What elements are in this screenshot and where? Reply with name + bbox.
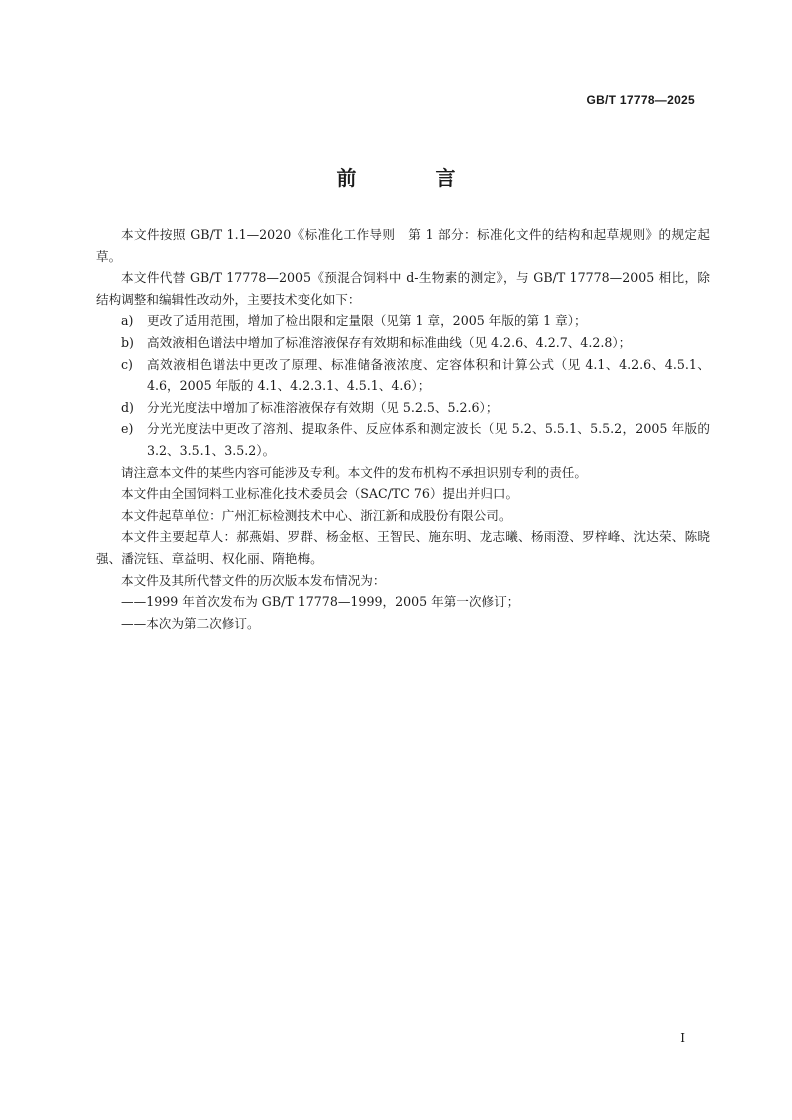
list-marker: a)	[121, 313, 134, 329]
history-item: ——1999 年首次发布为 GB/T 17778—1999，2005 年第一次修订；	[121, 594, 520, 610]
list-marker: d)	[121, 399, 134, 415]
change-text: 分光光度法中更改了溶剂、提取条件、反应体系和测定波长（见 5.2、5.5.1、5.5.2，2005 年版的 3.2、3.5.1、3.5.2）。	[147, 421, 710, 458]
paragraph-committee: 本文件由全国饲料工业标准化技术委员会（SAC/TC 76）提出并归口。	[121, 486, 519, 502]
page-number: I	[680, 1031, 685, 1045]
list-marker: e)	[121, 421, 134, 437]
change-item-e	[96, 418, 710, 461]
change-item-a	[96, 310, 710, 332]
list-marker: c)	[121, 356, 133, 372]
paragraph-drafters: 本文件主要起草人：郝燕娟、罗群、杨金枢、王智民、施东明、龙志曦、杨雨澄、罗梓峰、沈达荣、陈晓强、潘浣钰、章益明、权化丽、隋艳梅。	[96, 529, 710, 566]
change-item-b	[96, 332, 710, 354]
paragraph-drafting-units: 本文件起草单位：广州汇标检测技术中心、浙江新和成股份有限公司。	[121, 507, 512, 523]
change-item-c	[96, 354, 710, 397]
change-text: 分光光度法中增加了标准溶液保存有效期（见 5.2.5、5.2.6）；	[147, 399, 499, 415]
paragraph-history-intro: 本文件及其所代替文件的历次版本发布情况为：	[121, 572, 386, 588]
list-marker: b)	[121, 334, 134, 350]
change-item-d	[96, 397, 710, 419]
page-title: 前 言	[336, 166, 492, 190]
paragraph-replacement: 本文件代替 GB/T 17778—2005《预混合饲料中 d-生物素的测定》，与 GB/T 17778—2005 相比，除结构调整和编辑性改动外，主要技术变化如下：	[96, 270, 710, 307]
paragraph-drafting-rules: 本文件按照 GB/T 1.1—2020《标准化工作导则 第 1 部分：标准化文件的结构和起草规则》的规定起草。	[96, 227, 710, 264]
standard-number: GB/T 17778—2025	[586, 93, 695, 107]
foreword-body	[96, 224, 710, 634]
paragraph-patent-notice: 请注意本文件的某些内容可能涉及专利。本文件的发布机构不承担识别专利的责任。	[121, 464, 587, 480]
change-text: 高效液相色谱法中增加了标准溶液保存有效期和标准曲线（见 4.2.6、4.2.7、4.2.8）；	[147, 334, 632, 350]
change-text: 高效液相色谱法中更改了原理、标准储备液浓度、定容体积和计算公式（见 4.1、4.2.6、4.5.1、4.6，2005 年版的 4.1、4.2.3.1、4.5.1、4.6）；	[147, 356, 710, 394]
history-item: ——本次为第二次修订。	[121, 615, 260, 631]
change-text: 更改了适用范围，增加了检出限和定量限（见第 1 章，2005 年版的第 1 章）；	[147, 313, 587, 329]
